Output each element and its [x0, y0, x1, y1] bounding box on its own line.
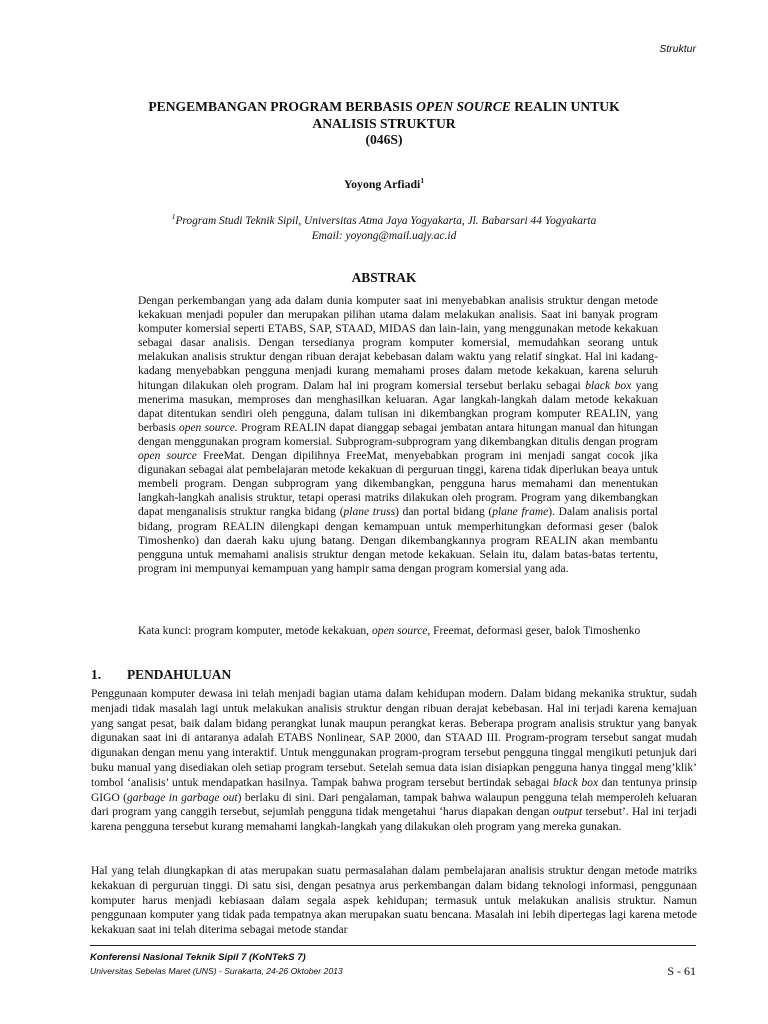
section-heading-introduction: [91, 667, 231, 683]
abstract-paragraph: Dengan perkembangan yang ada dalam dunia komputer saat ini menyebabkan analisis struktur dengan metode kekakuan menjadi populer dan merupakan pilihan utama dalam melakukan analisis. Saat ini banyak program komputer komersial seperti ETABS, SAP, STAAD, MIDAS dan lain-lain, yang menggunakan metode kekakuan sebagai dasar analisis. Dengan tersedianya program komputer komersial, memudahkan seorang untuk melakukan analisis struktur dengan ribuan derajat kebebasan dalam waktu yang relatif singkat. Hal ini kadang-kadang menyebabkan pengguna menjadi kurang memahami proses dalam metode kekakuan, karena seluruh hitungan dilakukan oleh program. Dalam hal ini program komersial tersebut berlaku sebagai black box yang menerima masukan, memproses dan menghasilkan keluaran. Agar langkah-langkah dalam metode kekakuan dapat ditentukan sendiri oleh pengguna, dalam tulisan ini dikembangkan program komputer REALIN, yang berbasis open source. Program REALIN dapat dianggap sebagai jembatan antara hitungan manual dan hitungan dengan menggunakan program komersial. Subprogram-subprogram yang dikembangkan ditulis dengan program open source FreeMat. Dengan dipilihnya FreeMat, menyebabkan program ini menjadi sangat cocok jika digunakan sebagai alat pembelajaran metode kekakuan di perguruan tinggi, karena tidak diperlukan beaya untuk membeli program. Dengan subprogram yang dikembangkan, pengguna harus memahami dan menentukan langkah-langkah analisis struktur, tetapi operasi matriks dilakukan oleh program. Program yang dikembangkan dapat menganalisis struktur rangka bidang (plane truss) dan portal bidang (plane frame). Dalam analisis portal bidang, program REALIN dilengkapi dengan kemampuan untuk memperhitungkan deformasi geser (balok Timoshenko) dan daerah kaku ujung batang. Dengan dikembangkannya program REALIN akan membantu pengguna untuk memahami analisis struktur dengan metode kekakuan. Selain itu, dalam batas-batas tertentu, program ini mempunyai kemampuan yang hampir sama dengan program komersial yang ada.: [138, 295, 659, 575]
keywords: Kata kunci: program komputer, metode kekakuan, open source, Freemat, deformasi geser, balok Timoshenko: [138, 625, 641, 637]
author-name: Yoyong Arfiadi$^1$: [343, 176, 425, 191]
affiliation: [80, 214, 688, 244]
footer-conference: Konferensi Nasional Teknik Sipil 7 (KoNTekS 7): [90, 952, 306, 963]
intro-paragraph-2: Hal yang telah diungkapkan di atas merupakan suatu permasalahan dalam pembelajaran analisis struktur dengan metode matriks kekakuan di perguruan tinggi. Di satu sisi, dengan pesatnya arus perkembangan dalam bidang teknologi informasi, penggunaan komputer harus menjadi kebiasaan dalam segala aspek kehidupan; termasuk untuk melakukan analisis struktur. Namun penggunaan komputer yang tidak pada tempatnya akan merupakan suatu bencana. Masalah ini lebih dipertegas lagi karena metode kekakuan saat ini telah diterima sebagai metode standar: [91, 865, 697, 937]
abstract-body: [138, 294, 658, 576]
paper-code: (046S): [365, 132, 403, 147]
affiliation-address: $^1$Program Studi Teknik Sipil, Universitas Atma Jaya Yogyakarta, Jl. Babarsari 44 Yogyakarta: [171, 212, 597, 227]
section-number: 1.: [91, 667, 102, 682]
section-title: PENDAHULUAN: [127, 667, 232, 682]
abstract-heading: ABSTRAK: [351, 270, 417, 285]
title-line-1: PENGEMBANGAN PROGRAM BERBASIS OPEN SOURCE REALIN UNTUK: [148, 99, 620, 114]
affiliation-email: Email: yoyong@mail.uajy.ac.id: [311, 230, 457, 242]
running-header-section: Struktur: [659, 43, 696, 55]
intro-paragraph-1: Penggunaan komputer dewasa ini telah menjadi bagian utama dalam kehidupan modern. Dalam bidang mekanika struktur, sudah menjadi tidak masalah lagi untuk melakukan analisis struktur dengan ribuan derajat kebebasan. Hal ini terjadi karena kemajuan yang sangat pesat, baik dalam bidang perangkat lunak maupun perangkat keras. Beberapa program analisis struktur yang banyak digunakan saat ini di antaranya adalah ETABS Nonlinear, SAP 2000, dan STAAD III. Program-program tersebut sangat mudah digunakan dengan menu yang interaktif. Untuk menggunakan program-program tersebut pengguna tinggal mengikuti petunjuk dari buku manual yang disediakan oleh setiap program tersebut. Setelah semua data isian disiapkan pengguna hanya tinggal meng’klik’ tombol ‘analisis’ untuk mendapatkan hasilnya. Tampak bahwa program tersebut bertindak sebagai black box dan tentunya prinsip GIGO (garbage in garbage out) berlaku di sini. Dari pengalaman, tampak bahwa walaupun pengguna telah memperoleh keluaran dari program yang canggih tersebut, sejumlah pengguna tidak mengetahui ‘harus diapakan dengan output tersebut’. Hal ini terjadi karena pengguna tersebut kurang memahami langkah-langkah yang dilakukan oleh program yang mereka gunakan.: [91, 688, 697, 834]
page-number: S - 61: [667, 964, 696, 978]
footer-divider: [90, 945, 696, 946]
title-line-2: ANALISIS STRUKTUR: [312, 115, 456, 131]
paper-title: [90, 99, 678, 149]
footer-venue: Universitas Sebelas Maret (UNS) - Surakarta, 24-26 Oktober 2013: [90, 966, 343, 976]
